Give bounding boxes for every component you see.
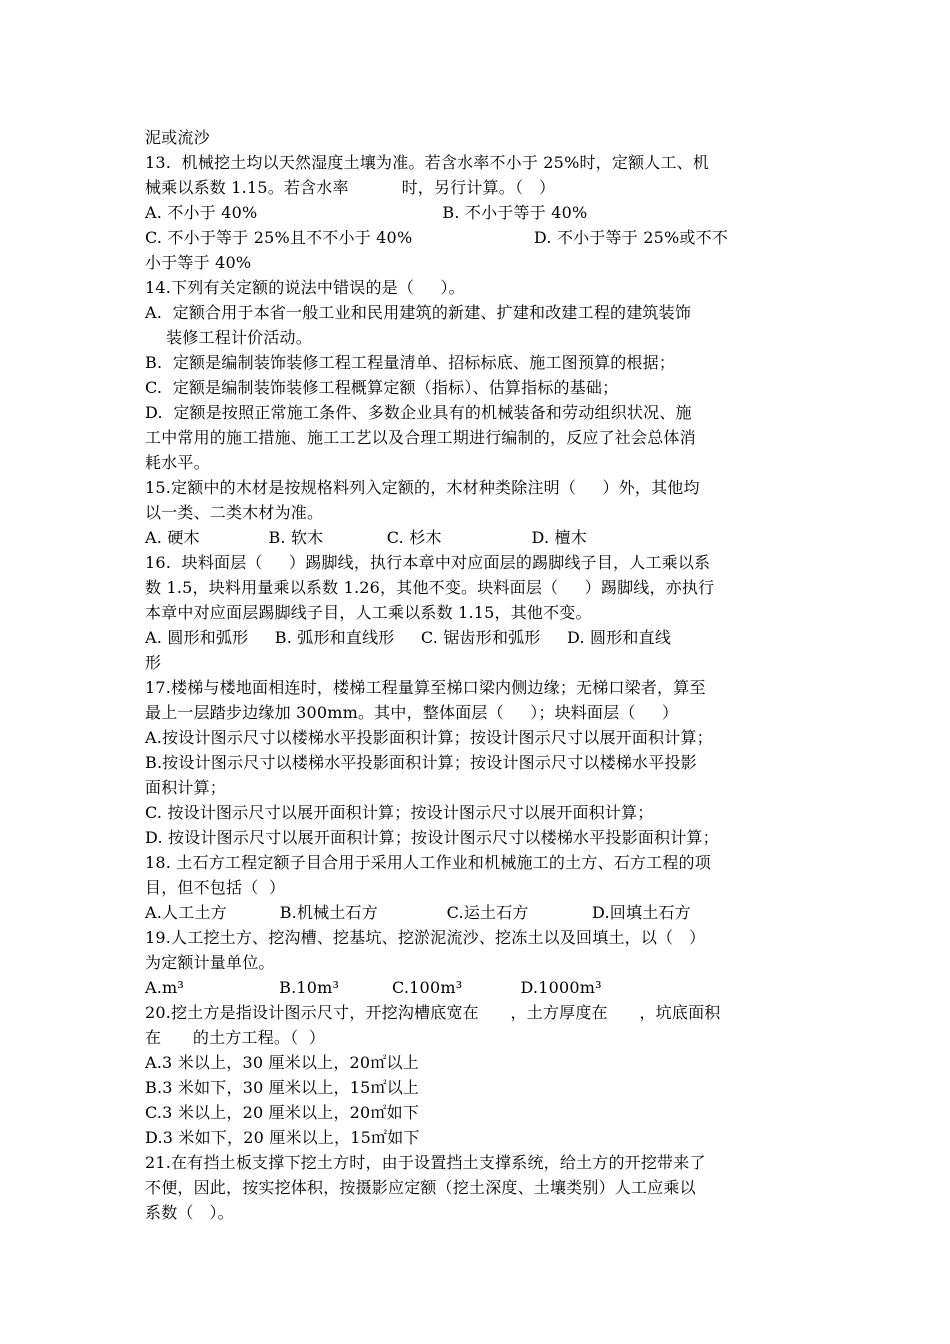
- text-line: 不便，因此，按实挖体积，按摄影应定额（挖土深度、土壤类别）人工应乘以: [145, 1178, 696, 1197]
- text-line: D.3 米如下，20 厘米以上，15㎡如下: [145, 1128, 420, 1147]
- text-line: A. 定额合用于本省一般工业和民用建筑的新建、扩建和改建工程的建筑装饰: [145, 303, 692, 322]
- text-line: C. 按设计图示尺寸以展开面积计算；按设计图示尺寸以展开面积计算；: [145, 803, 654, 822]
- text-line: 15.定额中的木材是按规格料列入定额的，木材种类除注明（ ）外，其他均: [145, 478, 700, 497]
- text-line: 工中常用的施工措施、施工工艺以及合理工期进行编制的，反应了社会总体消: [145, 428, 696, 447]
- text-line: D. 定额是按照正常施工条件、多数企业具有的机械装备和劳动组织状况、施: [145, 403, 692, 422]
- text-line: 耗水平。: [145, 453, 210, 472]
- text-line: 系数（ ）。: [145, 1203, 234, 1222]
- text-line: A. 圆形和弧形 B. 弧形和直线形 C. 锯齿形和弧形 D. 圆形和直线: [145, 628, 672, 647]
- text-line: 小于等于 40%: [145, 253, 252, 272]
- text-line: D. 按设计图示尺寸以展开面积计算；按设计图示尺寸以楼梯水平投影面积计算；: [145, 828, 719, 847]
- text-line: 14.下列有关定额的说法中错误的是（ ）。: [145, 278, 465, 297]
- text-line: 17.楼梯与楼地面相连时，楼梯工程量算至梯口梁内侧边缘；无梯口梁者，算至: [145, 678, 706, 697]
- text-line: 本章中对应面层踢脚线子目，人工乘以系数 1.15，其他不变。: [145, 603, 592, 622]
- text-line: 为定额计量单位。: [145, 953, 275, 972]
- text-line: 面积计算；: [145, 778, 227, 797]
- text-line: 13. 机械挖土均以天然湿度土壤为准。若含水率不小于 25%时，定额人工、机: [145, 153, 710, 172]
- text-line: 以一类、二类木材为准。: [145, 503, 324, 522]
- text-line: C. 不小于等于 25%且不不小于 40% D. 不小于等于 25%或不不: [145, 228, 728, 247]
- text-line: 最上一层踏步边缘加 300mm。其中，整体面层（ ）；块料面层（ ）: [145, 703, 679, 722]
- text-line: A.人工土方 B.机械土石方 C.运土石方 D.回填土石方: [145, 903, 691, 922]
- text-line: A. 硬木 B. 软木 C. 杉木 D. 檀木: [145, 528, 587, 547]
- text-line: 械乘以系数 1.15。若含水率 时，另行计算。（ ）: [145, 178, 556, 197]
- text-line: 装修工程计价活动。: [145, 328, 312, 347]
- text-line: B.按设计图示尺寸以楼梯水平投影面积计算；按设计图示尺寸以楼梯水平投影: [145, 753, 697, 772]
- text-line: B. 定额是编制装饰装修工程工程量清单、招标标底、施工图预算的根据；: [145, 353, 676, 372]
- text-line: 19.人工挖土方、挖沟槽、挖基坑、挖淤泥流沙、挖冻土以及回填土，以（ ）: [145, 928, 706, 947]
- text-line: A. 不小于 40% B. 不小于等于 40%: [145, 203, 588, 222]
- text-line: 目，但不包括（ ）: [145, 878, 286, 897]
- text-line: 形: [145, 653, 162, 672]
- text-line: A.3 米以上，30 厘米以上，20㎡以上: [145, 1053, 419, 1072]
- text-line: 泥或流沙: [145, 128, 210, 147]
- text-line: 16. 块料面层（ ）踢脚线，执行本章中对应面层的踢脚线子目，人工乘以系: [145, 553, 711, 572]
- text-line: 21.在有挡土板支撑下挖土方时，由于设置挡土支撑系统，给土方的开挖带来了: [145, 1153, 706, 1172]
- text-line: C.3 米以上，20 厘米以上，20㎡如下: [145, 1103, 420, 1122]
- text-line: B.3 米如下，30 厘米以上，15㎡以上: [145, 1078, 420, 1097]
- text-line: 20.挖土方是指设计图示尺寸，开挖沟槽底宽在 ，土方厚度在 ，坑底面积: [145, 1003, 721, 1022]
- text-line: 在 的土方工程。（ ）: [145, 1028, 326, 1047]
- text-line: A.按设计图示尺寸以楼梯水平投影面积计算；按设计图示尺寸以展开面积计算；: [145, 728, 713, 747]
- text-line: 数 1.5，块料用量乘以系数 1.26，其他不变。块料面层（ ）踢脚线，亦执行: [145, 578, 715, 597]
- text-line: A.m³ B.10m³ C.100m³ D.1000m³: [145, 978, 602, 997]
- text-line: 18. 土石方工程定额子目合用于采用人工作业和机械施工的土方、石方工程的项: [145, 853, 711, 872]
- text-line: C. 定额是编制装饰装修工程概算定额（指标）、估算指标的基础；: [145, 378, 619, 397]
